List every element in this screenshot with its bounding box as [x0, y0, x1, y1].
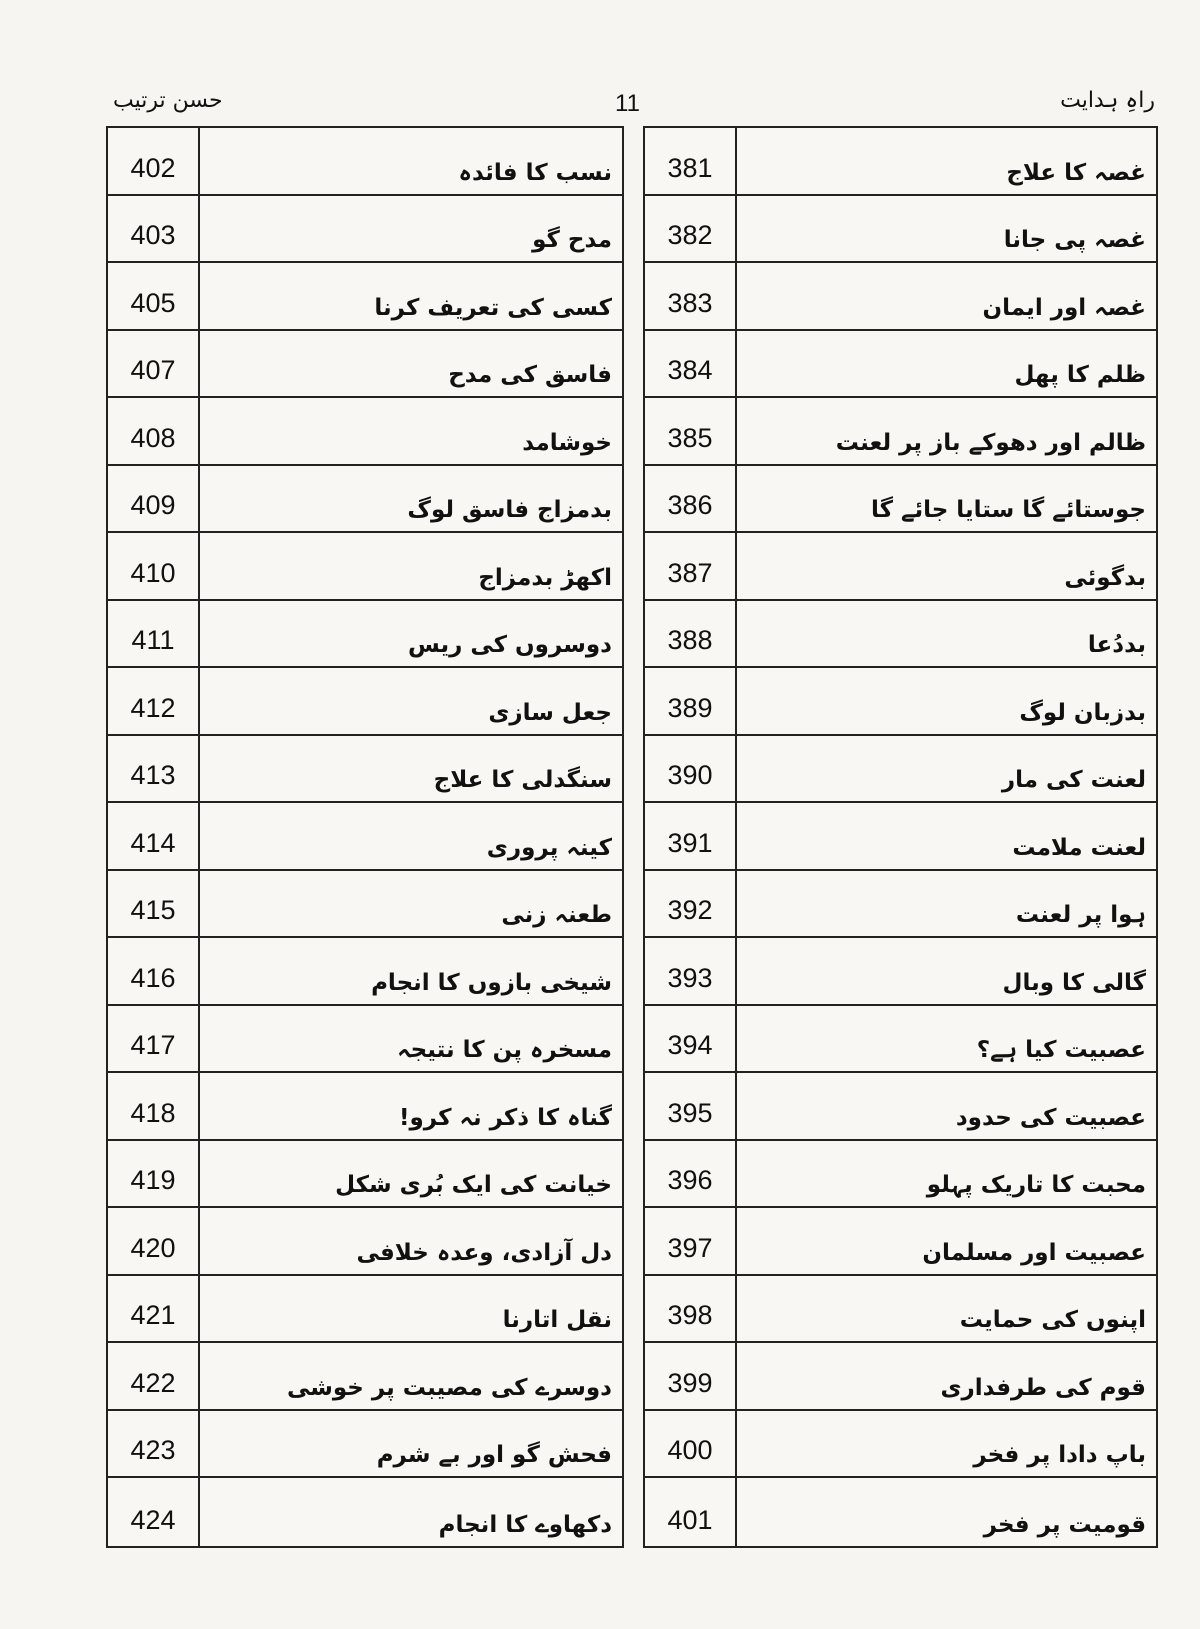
toc-page-number: 402: [108, 128, 200, 194]
toc-page-number: 419: [108, 1141, 200, 1207]
toc-page-number: 413: [108, 736, 200, 802]
toc-entry-title: نقل اتارنا: [502, 1307, 612, 1333]
toc-row[interactable]: [108, 263, 622, 331]
toc-entry-title: دوسرے کی مصیبت پر خوشی: [286, 1374, 612, 1401]
toc-entry-title: خوشامد: [522, 429, 612, 456]
toc-page-number: 384: [645, 331, 737, 397]
toc-row[interactable]: [108, 1411, 622, 1479]
toc-entry-title: ظالم اور دھوکے باز پر لعنت: [835, 429, 1146, 456]
toc-page-number: 403: [108, 196, 200, 262]
toc-page-number: 407: [108, 331, 200, 397]
toc-entry-title: لعنت ملامت: [1012, 834, 1146, 861]
toc-page-number: 391: [645, 803, 737, 869]
toc-row[interactable]: [645, 331, 1156, 399]
toc-entry-title: مسخرہ پن کا نتیجہ: [397, 1037, 612, 1063]
toc-page-number: 420: [108, 1208, 200, 1274]
toc-page-number: 400: [645, 1411, 737, 1477]
toc-page-number: 396: [645, 1141, 737, 1207]
toc-entry-title: گالی کا وبال: [1002, 969, 1146, 996]
toc-row[interactable]: [645, 533, 1156, 601]
toc-row[interactable]: [645, 668, 1156, 736]
toc-row[interactable]: [645, 1208, 1156, 1276]
toc-row[interactable]: [645, 128, 1156, 196]
toc-entry-title: عصبیت اور مسلمان: [922, 1239, 1146, 1266]
toc-row[interactable]: [108, 938, 622, 1006]
toc-page-number: 385: [645, 398, 737, 464]
toc-page-number: 389: [645, 668, 737, 734]
toc-page-number: 416: [108, 938, 200, 1004]
toc-entry-title: طعنہ زنی: [501, 902, 612, 928]
toc-row[interactable]: [108, 803, 622, 871]
toc-row[interactable]: [645, 938, 1156, 1006]
toc-row[interactable]: [645, 1073, 1156, 1141]
toc-page-number: 414: [108, 803, 200, 869]
toc-page-number: 393: [645, 938, 737, 1004]
toc-row[interactable]: [645, 263, 1156, 331]
toc-entry-title: عصبیت کی حدود: [955, 1104, 1146, 1131]
toc-column-left: [106, 126, 624, 1548]
toc-row[interactable]: [108, 1141, 622, 1209]
toc-entry-title: غصہ اور ایمان: [982, 294, 1146, 321]
toc-entry-title: بدزبان لوگ: [1019, 699, 1146, 726]
toc-page-number: 382: [645, 196, 737, 262]
toc-page-number: 418: [108, 1073, 200, 1139]
toc-row[interactable]: [108, 533, 622, 601]
toc-entry-title: ظلم کا پھل: [1014, 362, 1146, 388]
toc-entry-title: جوستائے گا ستایا جائے گا: [870, 497, 1146, 523]
toc-row[interactable]: [645, 1006, 1156, 1074]
toc-row[interactable]: [645, 466, 1156, 534]
toc-page-number: 408: [108, 398, 200, 464]
toc-page-number: 405: [108, 263, 200, 329]
toc-entry-title: قومیت پر فخر: [983, 1511, 1146, 1538]
toc-page-number: 381: [645, 128, 737, 194]
toc-page-number: 421: [108, 1276, 200, 1342]
toc-page-number: 387: [645, 533, 737, 599]
toc-row[interactable]: [108, 1208, 622, 1276]
toc-entry-title: باپ دادا پر فخر: [973, 1442, 1146, 1468]
toc-page-number: 388: [645, 601, 737, 667]
toc-page-number: 412: [108, 668, 200, 734]
toc-entry-title: سنگدلی کا علاج: [433, 767, 612, 793]
toc-page-number: 401: [645, 1478, 737, 1546]
toc-row[interactable]: [108, 331, 622, 399]
toc-entry-title: غصہ کا علاج: [1006, 159, 1146, 186]
toc-row[interactable]: [645, 601, 1156, 669]
toc-page-number: 395: [645, 1073, 737, 1139]
toc-entry-title: قوم کی طرفداری: [940, 1374, 1146, 1401]
toc-row[interactable]: [645, 398, 1156, 466]
toc-entry-title: مدح گو: [532, 227, 612, 253]
toc-row[interactable]: [645, 803, 1156, 871]
toc-page-number: 424: [108, 1478, 200, 1546]
toc-entry-title: ہوا پر لعنت: [1015, 902, 1146, 928]
toc-row[interactable]: [108, 871, 622, 939]
toc-row[interactable]: [108, 736, 622, 804]
toc-entry-title: بددُعا: [1087, 632, 1146, 658]
toc-entry-title: بدمزاج فاسق لوگ: [407, 497, 612, 523]
toc-entry-title: گناہ کا ذکر نہ کرو!: [399, 1104, 612, 1131]
toc-row[interactable]: [645, 1141, 1156, 1209]
toc-row[interactable]: [108, 1343, 622, 1411]
toc-row[interactable]: [108, 398, 622, 466]
toc-page-number: 394: [645, 1006, 737, 1072]
toc-row[interactable]: [645, 1343, 1156, 1411]
toc-row[interactable]: [108, 1006, 622, 1074]
toc-entry-title: کسی کی تعریف کرنا: [374, 294, 612, 321]
toc-page-number: 398: [645, 1276, 737, 1342]
toc-entry-title: دکھاوے کا انجام: [438, 1511, 612, 1538]
toc-entry-title: فحش گو اور بے شرم: [376, 1442, 612, 1468]
section-title: حسن ترتیب: [113, 88, 223, 113]
toc-row[interactable]: [108, 668, 622, 736]
toc-page-number: 399: [645, 1343, 737, 1409]
page-header: [105, 86, 1155, 120]
toc-column-right: [643, 126, 1158, 1548]
toc-entry-title: خیانت کی ایک بُری شکل: [335, 1172, 612, 1198]
toc-page-number: 417: [108, 1006, 200, 1072]
book-title: راہِ ہدایت: [1060, 88, 1155, 113]
toc-row[interactable]: [108, 196, 622, 264]
toc-entry-title: محبت کا تاریک پہلو: [926, 1172, 1146, 1198]
toc-entry-title: لعنت کی مار: [1001, 767, 1146, 793]
toc-page-number: 409: [108, 466, 200, 532]
toc-entry-title: نسب کا فائدہ: [458, 159, 612, 186]
toc-page-number: 422: [108, 1343, 200, 1409]
toc-entry-title: فاسق کی مدح: [448, 362, 612, 388]
toc-row[interactable]: [645, 196, 1156, 264]
toc-row[interactable]: [108, 128, 622, 196]
toc-row[interactable]: [108, 466, 622, 534]
toc-page-number: 386: [645, 466, 737, 532]
toc-entry-title: جعل سازی: [488, 699, 612, 726]
toc-entry-title: کینہ پروری: [486, 834, 612, 861]
toc-entry-title: غصہ پی جانا: [1003, 227, 1146, 253]
toc-page-number: 397: [645, 1208, 737, 1274]
toc-row[interactable]: [108, 1478, 622, 1546]
toc-entry-title: دل آزادی، وعدہ خلافی: [356, 1239, 612, 1266]
toc-row[interactable]: [108, 1073, 622, 1141]
toc-row[interactable]: [645, 871, 1156, 939]
toc-row[interactable]: [645, 736, 1156, 804]
toc-entry-title: دوسروں کی ریس: [407, 632, 612, 658]
toc-row[interactable]: [645, 1411, 1156, 1479]
toc-page-number: 392: [645, 871, 737, 937]
toc-page-number: 410: [108, 533, 200, 599]
toc-entry-title: عصبیت کیا ہے؟: [976, 1037, 1146, 1063]
toc-page-number: 423: [108, 1411, 200, 1477]
toc-entry-title: بدگوئی: [1064, 564, 1146, 591]
toc-page-number: 415: [108, 871, 200, 937]
toc-page-number: 383: [645, 263, 737, 329]
toc-row[interactable]: [108, 601, 622, 669]
page-number: 11: [615, 90, 640, 117]
toc-row[interactable]: [645, 1478, 1156, 1546]
toc-row[interactable]: [645, 1276, 1156, 1344]
toc-entry-title: اکھڑ بدمزاج: [478, 564, 612, 591]
toc-entry-title: شیخی بازوں کا انجام: [371, 969, 612, 996]
toc-entry-title: اپنوں کی حمایت: [959, 1307, 1146, 1333]
toc-page-number: 411: [108, 601, 200, 667]
toc-row[interactable]: [108, 1276, 622, 1344]
toc-page-number: 390: [645, 736, 737, 802]
